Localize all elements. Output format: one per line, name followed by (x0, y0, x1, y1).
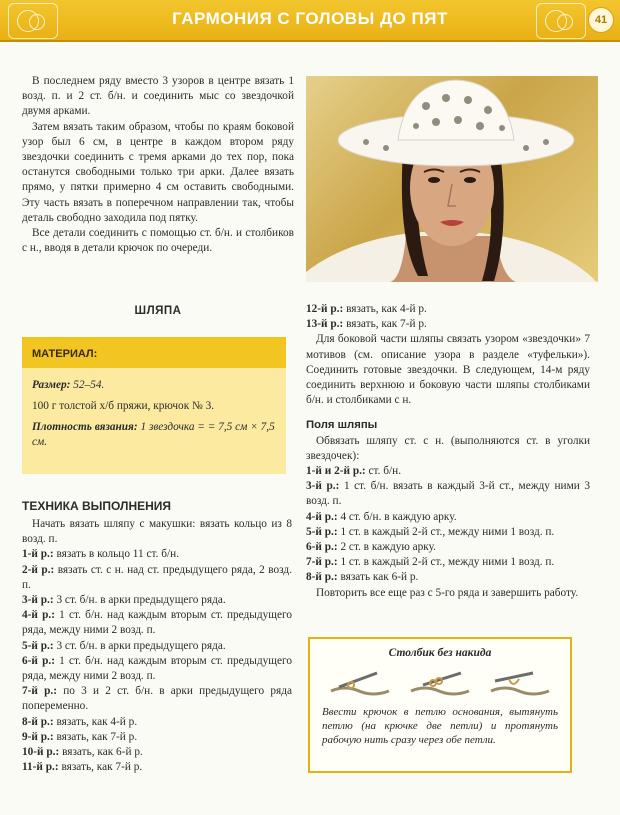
density-value: 1 звездочка = = 7,5 см × 7,5 см. (32, 421, 275, 448)
list-item: 5-й р.: 3 ст. б/н. в арки предыдущего ряда. (22, 639, 226, 652)
stitch-box-text: Ввести крючок в петлю основания, вытянуть петлю (на крючке две петли) и протянуть рабочую нить сразу через обе петли. (322, 706, 558, 746)
density-label: Плотность вязания: (32, 421, 138, 433)
list-item: 13-й р.: вязать, как 7-й р. (306, 318, 427, 331)
page-number: 41 (588, 7, 614, 33)
material-density (32, 420, 276, 450)
list-item: 6-й р.: 1 ст. б/н. над каждым вторым ст. предыдущего ряда, между ними 2 возд. п. (22, 654, 292, 683)
list-item: 4-й р.: 1 ст. б/н. над каждым вторым ст. предыдущего ряда, между ними 2 возд. п. (22, 609, 292, 637)
intro-paragraph: Все детали соединить с помощью ст. б/н. и столбиков с н., вводя в детали крючок по очереди. (22, 227, 294, 255)
list-item: 5-й р.: 1 ст. в каждый 2-й ст., между ними 1 возд. п. (306, 525, 555, 538)
crochet-hook-icon (329, 667, 391, 697)
material-panel (22, 337, 286, 474)
ornament-icon (536, 3, 586, 39)
list-item: 6-й р.: 2 ст. в каждую арку. (306, 541, 436, 554)
list-item: 2-й р.: вязать ст. с н. над ст. предыдущего ряда, 2 возд. п. (22, 563, 293, 591)
material-size (32, 378, 276, 393)
stitch-box-title: Столбик без накида (388, 647, 492, 659)
material-heading: МАТЕРИАЛ: (22, 340, 286, 368)
size-label: Размер: (32, 379, 71, 391)
list-item: 7-й р.: 1 ст. в каждый 2-й ст., между ними 1 возд. п. (306, 556, 555, 569)
list-item: 1-й и 2-й р.: ст. б/н. (306, 465, 402, 478)
technique-intro: Начать вязать шляпу с макушки: вязать кольцо из 8 возд. п. (22, 518, 292, 546)
list-item: 11-й р.: вязать, как 7-й р. (22, 761, 143, 774)
page-header (0, 0, 620, 42)
section-heading-hat: ШЛЯПА (134, 305, 182, 317)
intro-text (22, 74, 294, 256)
list-item: 12-й р.: вязать, как 4-й р. (306, 303, 427, 315)
list-item: 8-й р.: вязать, как 4-й р. (22, 715, 138, 728)
stitch-diagrams (320, 667, 560, 697)
list-item: 3-й р.: 3 ст. б/н. в арки предыдущего ряда. (22, 594, 226, 607)
hat-photo (306, 76, 598, 282)
list-item: 4-й р.: 4 ст. б/н. в каждую арку. (306, 510, 457, 523)
list-item: 1-й р.: вязать в кольцо 11 ст. б/н. (22, 548, 180, 561)
crochet-hook-icon (409, 667, 471, 697)
list-item: 7-й р.: по 3 и 2 ст. б/н. в арки предыдущего ряда попеременно. (22, 685, 293, 713)
intro-paragraph: Затем вязать таким образом, чтобы по краям боковой узор был 6 см, в центре в каждом втором ряду звездочки соединить с тремя арками до тех пор, пока останутся свободными только три арки. Далее вязать прямо, у пятки примерно 4 см оставить свободными. Эту часть вязать в поперечном направлении так, чтобы деталь свободно заходила под пятку. (22, 120, 294, 224)
list-item: 9-й р.: вязать, как 7-й р. (22, 730, 138, 743)
repeat-text: Повторить все еще раз с 5-го ряда и завершить работу. (316, 586, 579, 599)
size-value: 52–54. (73, 379, 105, 391)
brim-heading: Поля шляпы (306, 419, 378, 432)
side-part-text: Для боковой части шляпы связать узором «звездочки» 7 мотивов (см. описание узора в разделе «туфельки»). Соединить готовые звездочки. В следующем, 14-м ряду соединить верхнюю и боковую части шляпы столбиками б/н. и столбиками с н. (306, 333, 590, 407)
stitch-illustration-box (308, 637, 572, 773)
list-item: 3-й р.: 1 ст. б/н. вязать в каждый 3-й ст., между ними 3 возд. п. (306, 480, 590, 508)
list-item: 10-й р.: вязать, как 6-й р. (22, 746, 143, 759)
crochet-hook-icon (489, 667, 551, 697)
brim-intro: Обвязать шляпу ст. с н. (выполняются ст. в уголки звездочек): (306, 434, 590, 462)
technique-heading: ТЕХНИКА ВЫПОЛНЕНИЯ (22, 499, 172, 513)
intro-paragraph: В последнем ряду вместо 3 узоров в центре вязать 1 возд. п. и 2 ст. б/н. и соединить мыс со звездочкой двумя арками. (22, 75, 294, 118)
list-item: 8-й р.: вязать как 6-й р. (306, 571, 419, 584)
technique-body (22, 517, 292, 775)
material-yarn: 100 г толстой х/б пряжи, крючок № 3. (32, 400, 215, 412)
page-title: ГАРМОНИЯ С ГОЛОВЫ ДО ПЯТ (172, 9, 448, 28)
right-column (306, 302, 590, 601)
